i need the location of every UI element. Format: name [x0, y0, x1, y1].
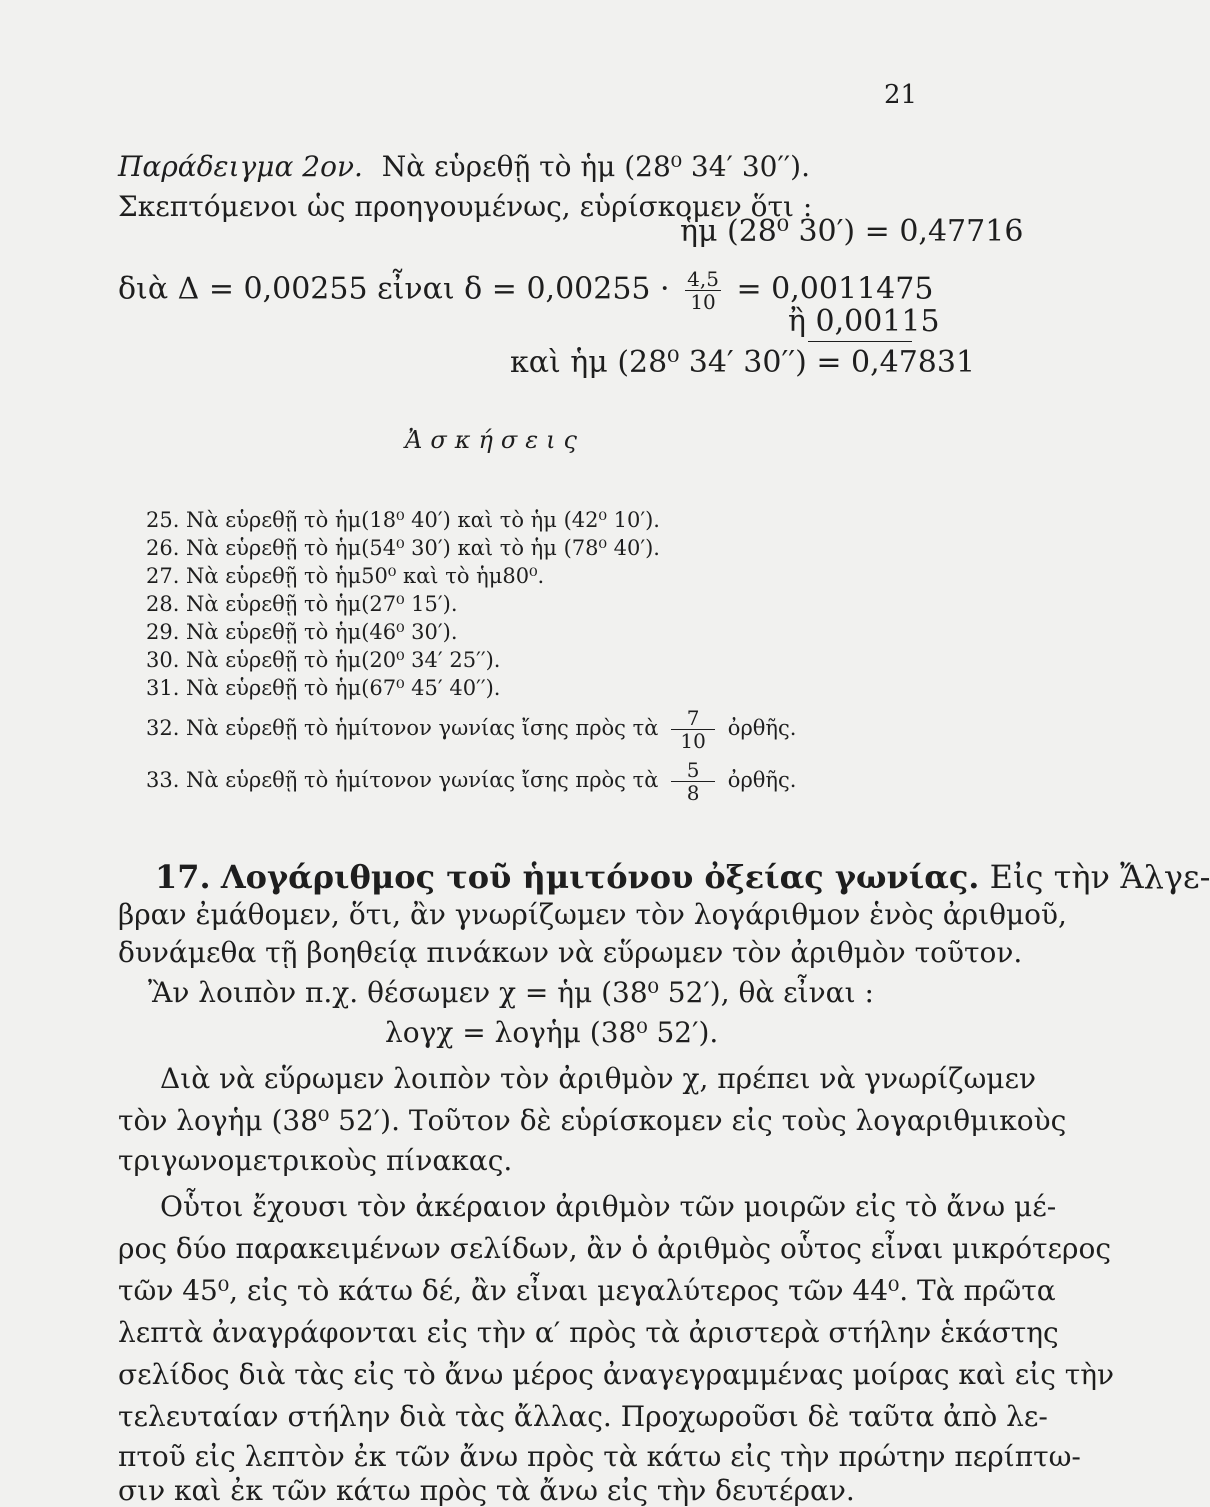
exercise-list [146, 506, 796, 806]
section-title: Λογάριθμος τοῦ ἡμιτόνου ὀξείας γωνίας. [220, 858, 980, 896]
exercises-title: Ἀσκήσεις [405, 426, 585, 454]
page-number: 21 [884, 80, 918, 110]
paragraph-line: λεπτὰ ἀναγράφονται εἰς τὴν α′ πρὸς τὰ ἀριστερὰ στήλην ἑκάστης [118, 1316, 1059, 1349]
exercise-text: Νὰ εὑρεθῇ τὸ ἡμ(27⁰ 15′). [186, 592, 458, 616]
paragraph-line: Ἂν λοιπὸν π.χ. θέσωμεν χ = ἡμ (38⁰ 52′), θὰ εἶναι : [148, 976, 874, 1009]
result-2-prefix: διὰ Δ = 0,00255 εἶναι δ = 0,00255 · [118, 271, 670, 307]
paragraph-line: βραν ἐμάθομεν, ὅτι, ἂν γνωρίζωμεν τὸν λογάριθμον ἑνὸς ἀριθμοῦ, [118, 898, 1067, 931]
example-statement: Νὰ εὑρεθῇ τὸ ἡμ (28⁰ 34′ 30′′). [381, 150, 810, 183]
exercise-text: Νὰ εὑρεθῇ τὸ ἡμίτονον γωνίας ἴσης πρὸς τὰ [186, 768, 659, 792]
exercise-item [146, 754, 796, 806]
exercise-tail: ὀρθῆς. [727, 768, 797, 792]
exercise-text: Νὰ εὑρεθῇ τὸ ἡμ(67⁰ 45′ 40′′). [186, 676, 501, 700]
exercise-number: 30. [146, 648, 180, 672]
exercise-number: 28. [146, 592, 180, 616]
exercise-item [146, 534, 796, 562]
paragraph-line: τὸν λογἡμ (38⁰ 52′). Τοῦτον δὲ εὑρίσκομεν εἰς τοὺς λογαριθμικοὺς [118, 1104, 1067, 1137]
example-result-3: ἢ 0,00115 [788, 304, 940, 339]
exercise-text: Νὰ εὑρεθῇ τὸ ἡμ(54⁰ 30′) καὶ τὸ ἡμ (78⁰ 40′). [186, 536, 660, 560]
paragraph-line: λογχ = λογἡμ (38⁰ 52′). [385, 1016, 719, 1049]
fraction-numerator: 4,5 [687, 267, 719, 291]
exercise-text: Νὰ εὑρεθῇ τὸ ἡμίτονον γωνίας ἴσης πρὸς τὰ [186, 716, 659, 740]
exercise-text: Νὰ εὑρεθῇ τὸ ἡμ(46⁰ 30′). [186, 620, 458, 644]
example-label: Παράδειγμα 2ον. [118, 150, 363, 183]
result-2-suffix: = 0,0011475 [736, 271, 934, 307]
example-heading [118, 150, 810, 183]
fraction-denominator: 10 [680, 729, 706, 753]
exercise-number: 27. [146, 564, 180, 588]
exercise-tail: ὀρθῆς. [727, 716, 797, 740]
exercise-item [146, 702, 796, 754]
exercise-number: 33. [146, 768, 180, 792]
paragraph-line: τελευταίαν στήλην διὰ τὰς ἄλλας. Προχωροῦσι δὲ ταῦτα ἀπὸ λε- [118, 1400, 1048, 1433]
exercise-item [146, 674, 796, 702]
example-reasoning: Σκεπτόμενοι ὡς προηγουμένως, εὑρίσκομεν ὅτι : [118, 190, 813, 223]
exercise-fraction [671, 707, 715, 752]
exercise-item [146, 646, 796, 674]
section-title-tail: Εἰς τὴν Ἄλγε- [989, 858, 1210, 896]
exercise-item [146, 562, 796, 590]
exercise-text: Νὰ εὑρεθῇ τὸ ἡμ(18⁰ 40′) καὶ τὸ ἡμ (42⁰ 10′). [186, 508, 660, 532]
exercise-item [146, 506, 796, 534]
fraction-numerator: 5 [671, 759, 715, 782]
fraction-denominator: 10 [690, 290, 716, 314]
fraction-numerator: 7 [671, 707, 715, 730]
paragraph-line: ρος δύο παρακειμένων σελίδων, ἂν ὁ ἀριθμὸς οὗτος εἶναι μικρότερος [118, 1232, 1112, 1265]
example-result-1: ἡμ (28⁰ 30′) = 0,47716 [680, 214, 1024, 249]
section-heading [155, 858, 1210, 896]
paragraph-line: σελίδος διὰ τὰς εἰς τὸ ἄνω μέρος ἀναγεγραμμένας μοίρας καὶ εἰς τὴν [118, 1358, 1115, 1391]
example-result-4: καὶ ἡμ (28⁰ 34′ 30′′) = 0,47831 [510, 345, 976, 380]
paragraph-line: σιν καὶ ἐκ τῶν κάτω πρὸς τὰ ἄνω εἰς τὴν δευτέραν. [118, 1474, 855, 1507]
exercise-fraction [671, 759, 715, 804]
exercise-item [146, 618, 796, 646]
paragraph-line: δυνάμεθα τῇ βοηθείᾳ πινάκων νὰ εὕρωμεν τὸν ἀριθμὸν τοῦτον. [118, 936, 1023, 969]
paragraph-line: Οὗτοι ἔχουσι τὸν ἀκέραιον ἀριθμὸν τῶν μοιρῶν εἰς τὸ ἄνω μέ- [160, 1190, 1057, 1223]
exercise-number: 26. [146, 536, 180, 560]
exercise-text: Νὰ εὑρεθῇ τὸ ἡμ(20⁰ 34′ 25′′). [186, 648, 501, 672]
result-2-fraction [685, 268, 721, 313]
exercise-text: Νὰ εὑρεθῇ τὸ ἡμ50⁰ καὶ τὸ ἡμ80⁰. [186, 564, 545, 588]
paragraph-line: Διὰ νὰ εὕρωμεν λοιπὸν τὸν ἀριθμὸν χ, πρέπει νὰ γνωρίζωμεν [160, 1062, 1037, 1095]
sum-rule [808, 341, 912, 342]
paragraph-line: τριγωνομετρικοὺς πίνακας. [118, 1144, 513, 1177]
exercise-number: 25. [146, 508, 180, 532]
section-number: 17. [155, 858, 211, 896]
exercise-number: 32. [146, 716, 180, 740]
exercise-number: 31. [146, 676, 180, 700]
exercise-item [146, 590, 796, 618]
exercise-number: 29. [146, 620, 180, 644]
paragraph-line: τῶν 45⁰, εἰς τὸ κάτω δέ, ἂν εἶναι μεγαλύτερος τῶν 44⁰. Τὰ πρῶτα [118, 1274, 1056, 1307]
fraction-denominator: 8 [686, 781, 700, 805]
paragraph-line: πτοῦ εἰς λεπτὸν ἐκ τῶν ἄνω πρὸς τὰ κάτω εἰς τὴν πρώτην περίπτω- [118, 1440, 1081, 1473]
